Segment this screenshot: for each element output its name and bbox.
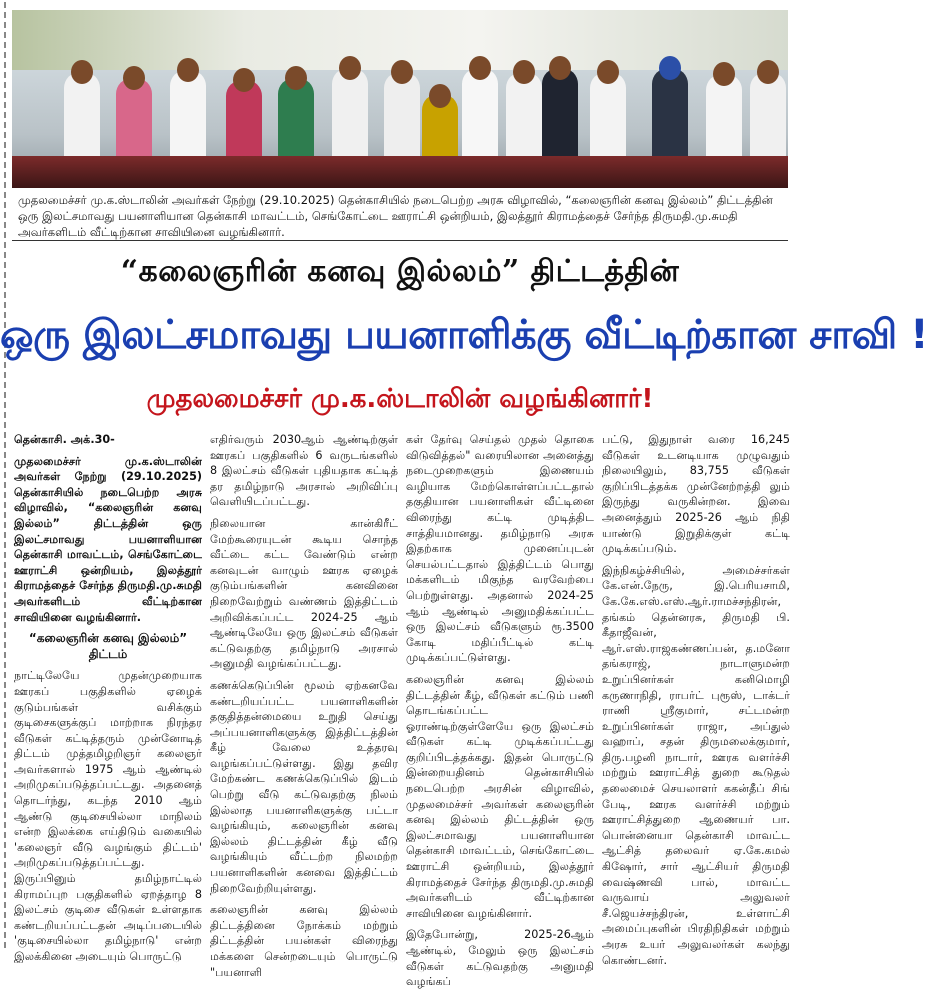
photo-person (706, 74, 742, 164)
photo-person (506, 72, 542, 164)
photo-person (384, 72, 420, 164)
event-photo (12, 10, 788, 188)
article-body (14, 432, 790, 989)
photo-head (391, 60, 413, 84)
photo-head (757, 60, 779, 84)
lead-paragraph: முதலமைச்சர் மு.க.ஸ்டாலின் அவர்கள் நேற்று (29.10.2025) தென்காசியில் நடைபெற்ற அரசு விழாவில், “கலைஞரின் கனவு இல்லம்” திட்டத்தின் ஒரு இலட்சமாவது பயனாளியான தென்காசி மாவட்டம், செங்கோட்டை ஊராட்சி ஒன்றியம், இலத்தூர் கிராமத்தைச் சேர்ந்த திருமதி.மு.சுமதி அவர்களிடம் வீட்டிற்கான சாவியினை வழங்கினார். (14, 454, 202, 624)
photo-head (71, 60, 93, 84)
photo-head (469, 56, 491, 80)
section-title: “கலைஞரின் கனவு இல்லம்” திட்டம் (28, 631, 188, 661)
paragraph: கணக்கெடுப்பின் மூலம் ஏற்கனவே கண்டறியப்பட்ட பயனாளிகளின் தகுதித்தன்மையை உறுதி செய்து அப்பயனாளிகளுக்கு இத்திட்டத்தின் கீழ் வேலை உத்தரவு வழங்கப்பட்டுள்ளது. இது தவிர மேற்கண்ட கணக்கெடுப்பில் இடம் பெற்று வீடு கட்டுவதற்கு நிலம் இல்லாத பயனாளிகளுக்கு பட்டா வழங்கியும், கலைஞரின் கனவு இல்லம் திட்டத்தின் கீழ் வீடு வழங்கியும் வீட்டற்ற நிலமற்ற பயனாளிகளின் கனவை இத்திட்டம் நிறைவேற்றியுள்ளது. (210, 678, 398, 895)
photo-person (64, 72, 100, 164)
column-3 (406, 432, 594, 989)
photo-head (285, 66, 307, 90)
photo-person (170, 70, 206, 164)
photo-head (123, 66, 145, 90)
paragraph: இந்நிகழ்ச்சியில், அமைச்சர்கள் கே.என்.நேரு, இ.பெரியசாமி, கே.கே.எஸ்.எஸ்.ஆர்.ராமச்சந்திரன், தங்கம் தென்னரசு, திருமதி பி. கீதாஜீவன், ஆர்.எஸ்.ராஜகண்ணப்பன், த.மனோ தங்கராஜ், நாடாளுமன்ற உறுப்பினர்கள் கனிமொழி கருணாநிதி, ராபர்ட் புரூஸ், டாக்டர் ராணி ஸ்ரீகுமார், சட்டமன்ற உறுப்பினர்கள் ராஜா, அப்துல் வஹாப், சதன் திருமலைக்குமார், திரு.பழனி நாடார், ஊரக வளர்ச்சி மற்றும் ஊராட்சித் துறை கூடுதல் தலைமைச் செயலாளர் ககன்தீப் சிங் பேடி, ஊரக வளர்ச்சி மற்றும் ஊராட்சித்துறை ஆணையர் பா. பொன்னையா தென்காசி மாவட்ட ஆட்சித் தலைவர் ஏ.கே.கமல் கிஷோர், சார் ஆட்சியர் திருமதி வைஷ்ணவி பால், மாவட்ட வருவாய் அலுவலர் சீ.ஜெயச்சந்திரன், உள்ளாட்சி அமைப்புகளின் பிரதிநிதிகள் மற்றும் அரசு உயர் அலுவலர்கள் கலந்து கொண்டனர். (602, 563, 790, 967)
dateline: தென்காசி. அக்.30- (14, 433, 115, 446)
photo-head (549, 56, 571, 80)
headline: ஒரு இலட்சமாவது பயனாளிக்கு வீட்டிற்கான சாவி ! (0, 312, 928, 358)
subheadline: முதலமைச்சர் மு.க.ஸ்டாலின் வழங்கினார்! (146, 384, 654, 414)
photo-caption: முதலமைச்சர் மு.க.ஸ்டாலின் அவர்கள் நேற்று (29.10.2025) தென்காசியில் நடைபெற்ற அரசு விழாவில், “கலைஞரின் கனவு இல்லம்” திட்டத்தின் ஒரு இலட்சமாவது பயனாளியான தென்காசி மாவட்டம், செங்கோட்டை ஊராட்சி ஒன்றியம், இலத்தூர் கிராமத்தைச் சேர்ந்த திருமதி.மு.சுமதி அவர்களிடம் வீட்டிற்கான சாவியினை வழங்கினார். (12, 188, 784, 244)
photo-head (513, 60, 535, 84)
column-2 (210, 432, 398, 979)
photo-person (226, 80, 262, 164)
photo-person (750, 72, 786, 164)
divider (12, 240, 788, 241)
paragraph: பட்டு, இதுநாள் வரை 16,245 வீடுகள் உடனடியாக முழுவதும் நிலையிலும், 83,755 வீடுகள் குறிப்பிடத்தக்க முன்னேற்றத்தி லும் இருந்து வருகின்றன. இவை அனைத்தும் 2025-26 ஆம் நிதி யாண்டு இறுதிக்குள் கட்டி முடிக்கப்படும். (602, 433, 790, 556)
photo-head (659, 56, 681, 80)
paragraph: கலைஞரின் கனவு இல்லம் திட்டத்தினை நோக்கம் மற்றும் திட்டத்தின் பயன்கள் விரைந்து மக்களை சென்றடையும் பொருட்டு "பயனாளி (210, 903, 398, 979)
photo-head (233, 68, 255, 92)
photo-person (116, 78, 152, 164)
photo-person (652, 68, 688, 164)
photo-person (462, 68, 498, 164)
column-1 (14, 432, 202, 963)
paragraph: கள் தேர்வு செய்தல் முதல் தொகை விடுவித்தல்" வரையிலான அனைத்து நடைமுறைகளும் இணையம் வழியாக மேற்கொள்ளப்பட்டதால் தகுதியான பயனாளிகள் வீட்டினை விரைந்து கட்டி முடித்திட சாத்தியமானது. தமிழ்நாடு அரசு இதற்காக முனைப்புடன் செயல்பட்டதால் இத்திட்டம் பொது மக்களிடம் மிகுந்த வரவேற்பை பெற்றுள்ளது. அதனால் 2024-25 ஆம் ஆண்டில் அனுமதிக்கப்பட்ட ஒரு இலட்சம் வீடுகளும் ரூ.3500 கோடி மதிப்பீட்டில் கட்டி முடிக்கப்பட்டுள்ளது. (406, 433, 594, 665)
paragraph: எதிர்வரும் 2030ஆம் ஆண்டிற்குள் ஊரகப் பகுதிகளில் 6 வருடங்களில் 8 இலட்சம் வீடுகள் புதியதாக கட்டித் தர தமிழ்நாடு அரசால் அறிவிப்பு வெளியிடப்பட்டது. (210, 433, 398, 509)
photo-head (713, 62, 735, 86)
paragraph: நாட்டிலேயே முதன்முறையாக ஊரகப் பகுதிகளில் ஏழைக் குடும்பங்கள் வசிக்கும் குடிசைகளுக்குப் மாற்றாக நிரந்தர வீடுகள் கட்டித்தரும் முன்னோடித் திட்டம் முத்தமிழறிஞர் கலைஞர் அவர்களால் 1975 ஆம் ஆண்டில் அறிமுகப்படுத்தப்பட்டது. அதனைத் தொடர்ந்து, கடந்த 2010 ஆம் ஆண்டு குடிசையில்லா மாநிலம் என்ற இலக்கை எய்திடும் வகையில் 'கலைஞர் வீடு வழங்கும் திட்டம்' அறிமுகப்படுத்தப்பட்டது. இருப்பினும் தமிழ்நாட்டில் கிராமப்புற பகுதிகளில் ஏறத்தாழ 8 இலட்சம் குடிசை வீடுகள் உள்ளதாக கண்டறியப்பட்டதன் அடிப்படையில் 'குடிசையில்லா தமிழ்நாடு' என்ற இலக்கினை அடையும் பொருட்டு (14, 669, 202, 963)
kicker: “கலைஞரின் கனவு இல்லம்” திட்டத்தின் (120, 254, 680, 289)
paragraph: கலைஞரின் கனவு இல்லம் திட்டத்தின் கீழ், வீடுகள் கட்டும் பணி தொடங்கப்பட்ட ஓராண்டிற்குள்ளேயே ஒரு இலட்சம் வீடுகள் கட்டி முடிக்கப்பட்டது குறிப்பிடத்தக்கது. இதன் பொருட்டு இன்றையதினம் தென்காசியில் நடைபெற்ற அரசின் விழாவில், முதலமைச்சர் அவர்கள் கலைஞரின் கனவு இல்லம் திட்டத்தின் ஒரு இலட்சமாவது பயனாளியான தென்காசி மாவட்டம், செங்கோட்டை ஊராட்சி ஒன்றியம், இலத்தூர் கிராமத்தைச் சேர்ந்த திருமதி.மு.சுமதி அவர்களிடம் வீட்டிற்கான சாவியினை வழங்கினார். (406, 672, 594, 920)
photo-person (590, 72, 626, 164)
photo-stage (12, 156, 788, 188)
photo-head (177, 58, 199, 82)
column-4 (602, 432, 790, 967)
paragraph: இதேபோன்று, 2025-26ஆம் ஆண்டில், மேலும் ஒரு இலட்சம் வீடுகள் கட்டுவதற்கு அனுமதி வழங்கப் (406, 928, 594, 989)
photo-head (597, 60, 619, 84)
photo-person (542, 68, 578, 164)
photo-head (339, 56, 361, 80)
photo-person (332, 68, 368, 164)
paragraph: நிலையான கான்கிரீட் மேற்கூரையுடன் கூடிய சொந்த வீட்டை கட்ட வேண்டும் என்ற கனவுடன் வாழும் ஊரக ஏழைக் குடும்பங்களின் கனவினை நிறைவேற்றும் வண்ணம் இத்திட்டம் அறிவிக்கப்பட்ட 2024-25 ஆம் ஆண்டிலேயே ஒரு இலட்சம் வீடுகள் கட்டுவதற்கு தமிழ்நாடு அரசால் அனுமதி வழங்கப்பட்டது. (210, 516, 398, 671)
photo-head (429, 84, 451, 108)
photo-person (278, 78, 314, 164)
